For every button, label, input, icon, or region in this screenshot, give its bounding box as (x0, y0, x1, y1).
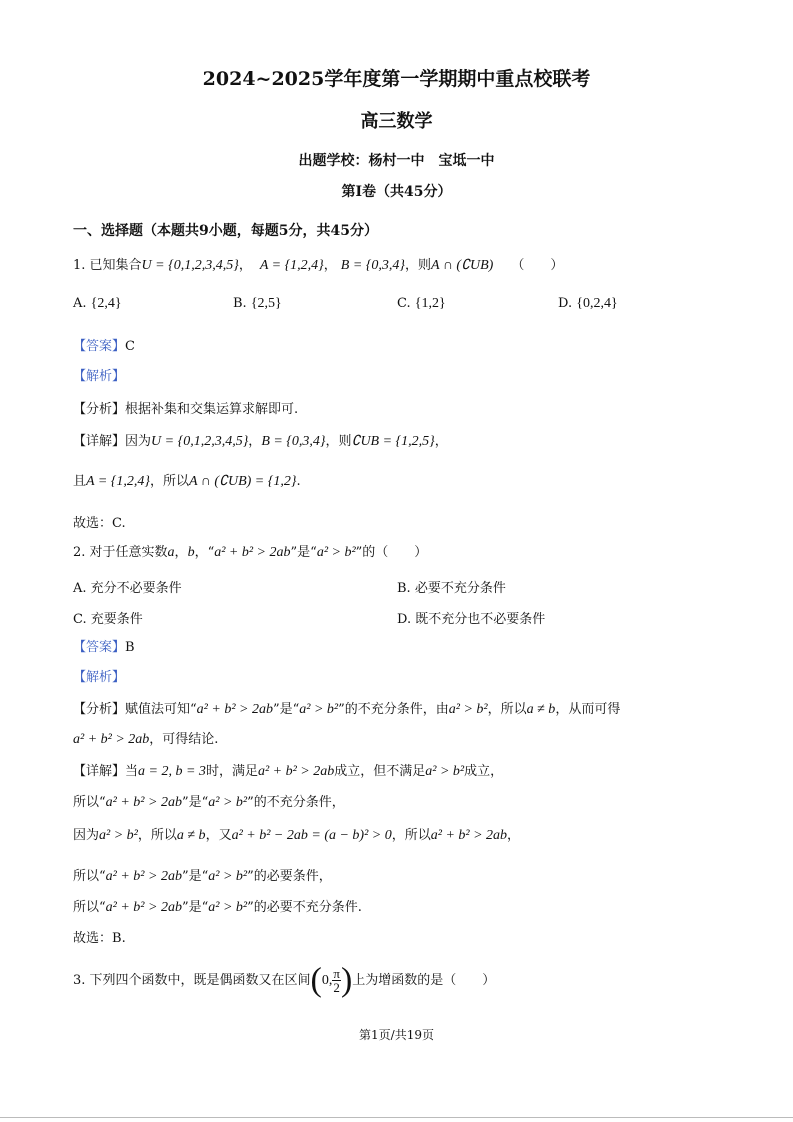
q1-option-a: A. {2,4} (73, 296, 122, 311)
page-footer: 第1页/共19页 (359, 1028, 434, 1042)
q1-stem-prefix: 1. 已知集合 (73, 258, 142, 273)
q3-stem: 3. 下列四个函数中，既是偶函数又在区间(0, $\frac{\pi}{2}$ )上为增函数的是（ ） (73, 961, 496, 999)
q2-detail-line3: 因为a² > b²，所以a ≠ b，又a² + b² − 2ab = (a − b)² > 0，所以a² + b² > 2ab， (73, 828, 521, 843)
q1-choose: 故选：C. (73, 516, 126, 531)
q1-paren: （ ） (511, 258, 564, 273)
q2-stem: 2. 对于任意实数a，b，“a² + b² > 2ab”是“a² > b²”的（ ） (73, 545, 428, 560)
exam-title: 2024~2025学年度第一学期期中重点校联考 (202, 68, 591, 90)
q2-option-d: D. 既不充分也不必要条件 (397, 612, 546, 627)
q2-option-a: A. 充分不必要条件 (73, 581, 182, 596)
q2-detail-line1: 【详解】当a = 2, b = 3时，满足a² + b² > 2ab成立，但不满足a² > b²成立， (73, 764, 504, 779)
q1-then: ，则 (405, 258, 432, 273)
q1-set-a: A = {1,2,4} (259, 258, 324, 273)
q1-detail-line1: 【详解】因为U = {0,1,2,3,4,5}，B = {0,3,4}，则∁UB = {1,2,5}， (73, 434, 448, 449)
q1-detail-line2: 且A = {1,2,4}，所以A ∩ (∁UB) = {1,2}. (73, 474, 301, 489)
q2-answer: 【答案】B (73, 640, 135, 655)
q1-option-c: C. {1,2} (397, 296, 446, 311)
q1-fenxi: 【分析】根据补集和交集运算求解即可. (73, 402, 299, 417)
q1-answer: 【答案】C (73, 339, 135, 354)
exam-schools: 出题学校：杨村一中 宝坻一中 (298, 153, 495, 169)
q2-detail-line2: 所以“a² + b² > 2ab”是“a² > b²”的不充分条件， (73, 795, 345, 810)
q1-set-u: U = {0,1,2,3,4,5} (141, 258, 239, 273)
q1-set-b: B = {0,3,4} (340, 258, 405, 273)
q3-pi-over-2: $\frac{\pi}{2}$ (333, 966, 340, 995)
q2-choose: 故选：B. (73, 931, 126, 946)
section-heading: 一、选择题（本题共9小题，每题5分，共45分） (73, 223, 378, 239)
q1-expr: A ∩ (∁UB) (431, 258, 494, 273)
q1-stem: 1. 已知集合U = {0,1,2,3,4,5}， A = {1,2,4}， B = {0,3,4}，则A ∩ (∁UB) （ ） (73, 258, 564, 273)
bottom-divider (0, 1117, 793, 1118)
q2-fenxi-line1: 【分析】赋值法可知“a² + b² > 2ab”是“a² > b²”的不充分条件，由a² > b²，所以a ≠ b，从而可得 (73, 702, 621, 717)
q1-option-b: B. {2,5} (233, 296, 282, 311)
q2-analysis-label: 【解析】 (73, 670, 126, 685)
exam-volume: 第Ⅰ卷（共45分） (341, 184, 452, 200)
q2-fenxi-line2: a² + b² > 2ab，可得结论. (73, 732, 219, 747)
q2-detail-line4: 所以“a² + b² > 2ab”是“a² > b²”的必要条件， (73, 869, 332, 884)
q1-analysis-label: 【解析】 (73, 369, 126, 384)
q2-detail-line5: 所以“a² + b² > 2ab”是“a² > b²”的必要不充分条件. (73, 900, 362, 915)
exam-subject: 高三数学 (360, 111, 433, 132)
q1-option-d: D. {0,2,4} (558, 296, 618, 311)
q2-option-c: C. 充要条件 (73, 612, 143, 627)
q2-option-b: B. 必要不充分条件 (397, 581, 506, 596)
